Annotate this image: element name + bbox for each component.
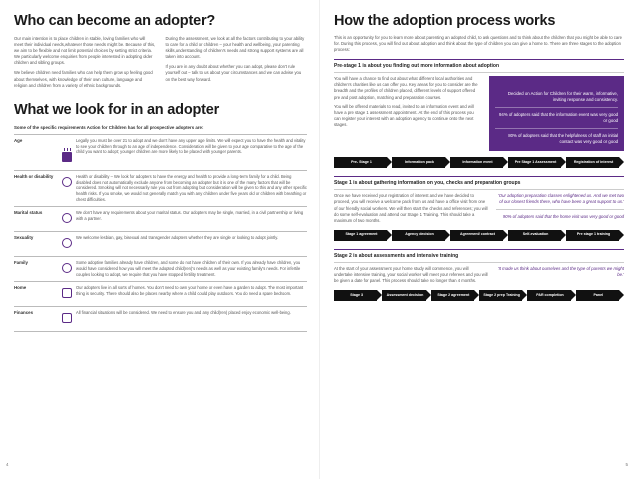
quote-text: 'Our adoption preparation classes enlightened us. And we met two of our closest friends there, who have been a great support to us.'	[497, 193, 624, 205]
rings-icon	[62, 213, 72, 223]
stage-paragraph: You will be offered materials to read, invited to an information event and will have a pre stage 1 assessment appointment. At the end of this process you can register your interest with an adoption agency to continue onto the next stages.	[334, 103, 474, 127]
flow-step: PAR completion	[527, 290, 570, 301]
family-icon	[62, 263, 72, 273]
flow-step: Pre Stage 1 Assessment	[508, 157, 561, 168]
table-row	[14, 307, 307, 332]
page-number: 4	[6, 462, 9, 467]
row-text: All financial situations will be considered. We need to ensure you and any child(ren) placed enjoy economic well-being.	[76, 307, 307, 332]
stage-quote	[496, 266, 624, 284]
health-icon	[62, 177, 72, 187]
row-text: Health or disability – We look for adopters to have the energy and health to provide a long-term family for a child. Being disabled does not automatically exclude anyone from becoming an adopter but it is one of the many factors that will be considered. Smoking will not necessarily rule you out from adopting but consideration will be given to this and any other specific health risks. If you smoke, we would not generally match you with any children under five years old or children with breathing or chest difficulties.	[76, 170, 307, 207]
row-label: Finances	[14, 307, 62, 332]
stage-flow-arrows	[334, 157, 624, 168]
row-label: Health or disability	[14, 170, 62, 207]
flow-step: Registration of interest	[566, 157, 619, 168]
stage-flow-arrows	[334, 230, 624, 241]
row-text: Legally you must be over 21 to adopt and we don't have any upper age limits. We will expect you to have the health and vitality to see your children through to an age of independence. Consideration will be given to your age comparative to the age of the child you want to adopt; younger children are more likely to be placed with younger parents.	[76, 134, 307, 170]
table-row	[14, 207, 307, 232]
stat-text: 90% of adopters said that the home visit was very good or good	[496, 209, 624, 220]
stage-2	[334, 249, 624, 301]
money-icon	[62, 313, 72, 323]
table-row	[14, 257, 307, 282]
process-intro: This is an opportunity for you to learn more about parenting an adopted child, to ask questions and to think about the children that you might be able to care for. During this process, you will find out about adoption and think about the type of children you can give a home to. There are three stages to the adoption process:	[334, 34, 622, 53]
stage-title: Stage 2 is about assessments and intensive training	[334, 250, 624, 263]
page-title-adoption-process: How the adoption process works	[334, 13, 556, 29]
flow-step: Stage 2 agreement	[431, 290, 474, 301]
stage-paragraph: At the start of your assessment your home study will commence, you will undertake intensive training, your social worker will meet your referees and you will be given a date for panel. This process should take no longer than 4 months.	[334, 265, 488, 283]
flow-step: Information pack	[392, 157, 445, 168]
stage-title: Pre-stage 1 is about you finding out more information about adoption	[334, 60, 624, 73]
house-icon	[62, 288, 72, 298]
stage-title: Stage 1 is about gathering information on you, checks and preparation groups	[334, 177, 624, 190]
flow-step: Self-evaluation	[508, 230, 561, 241]
row-label: Sexuality	[14, 232, 62, 257]
intro-paragraph: If you are in any doubt about whether you can adopt, please don't rule yourself out – talk to us about your circumstances and we can advise you on the best way forward.	[165, 64, 302, 82]
intro-paragraph: We believe children need families who can help them grow up feeling good about themselves, with knowledge of their own culture, language and religion and children from a variety of ethnic backgrounds.	[14, 70, 153, 88]
flow-step: Agency decision	[392, 230, 445, 241]
intro-paragraph: During the assessment, we look at all the factors contributing to your ability to care for a child or children – your health and wellbeing, your parenting skills,understanding of children's needs and strong support systems are all taken into account.	[165, 35, 305, 60]
quote-text: 'It made us think about ourselves and the type of parents we might be.'	[497, 265, 624, 277]
intro-column-1	[14, 36, 156, 89]
flow-step: Assessment decision	[382, 290, 425, 301]
stage-paragraph: Once we have received your registration of interest and we have decided to proceed, you will receive a welcome pack from us and have a office visit from one of our friendly social workers. We will then start the checks and references; you will do some self-evaluation and attend our Stage 1 Training. This should take a maximum of two months.	[334, 193, 488, 223]
table-row	[14, 170, 307, 207]
row-label: Home	[14, 282, 62, 307]
stage-paragraph: You will have a chance to find out about what different local authorities and children's charities like us can offer you. Key areas for you to consider are the breadth and the profiles of children placed, different levels of support offered pre and post adoption, matching and preparation courses.	[334, 76, 478, 100]
section-title-what-we-look-for: What we look for in an adopter	[14, 101, 220, 118]
intro-column-2	[166, 36, 308, 89]
flow-step: Agreement/ contract	[450, 230, 503, 241]
stage-quote	[496, 193, 624, 223]
flow-step: Pre stage 1 training	[566, 230, 619, 241]
requirements-table	[14, 134, 307, 333]
stage-quote-box	[489, 76, 624, 151]
flow-step: Panel	[576, 290, 619, 301]
row-text: We welcome lesbian, gay, bisexual and transgender adopters whether they are single or looking to adopt jointly.	[76, 232, 307, 257]
table-row	[14, 282, 307, 307]
stat-text: 94% of adopters said that the information event was very good or good	[495, 107, 618, 124]
row-text: Our adopters live in all sorts of homes. You don't need to own your home or even have a garden to adopt. The most important thing is security. There should also be places nearby where a child could play outdoors. You do need a spare bedroom.	[76, 282, 307, 307]
flow-step: Information event	[450, 157, 503, 168]
heart-icon	[62, 238, 72, 248]
right-page	[319, 0, 638, 479]
requirements-subhead: Some of the specific requirements Action for Children has for all prospective adopters are:	[14, 124, 204, 130]
table-row	[14, 134, 307, 170]
table-row	[14, 232, 307, 257]
stage-pre-1	[334, 59, 624, 168]
intro-paragraph: Our main intention is to place children in stable, loving families who will meet their individual needs,whatever those needs might be. Because of this, we aim to be flexible and not limit potential choices by setting strict criteria. We particularly welcome enquiries from people interested in adopting older children and sibling groups.	[14, 35, 156, 66]
flow-step: Stage 1 agreement	[334, 230, 387, 241]
row-label: Family	[14, 257, 62, 282]
intro-columns	[14, 36, 307, 89]
row-text: Some adoptive families already have children, and some do not have children of their own. If you already have children, you would have considered how you will meet the adopted child(ren)'s needs as well as your existing family's needs. For infertile couples looking to adopt, we require that you have stopped fertility treatment.	[76, 257, 307, 282]
quote-text: Decided on Action for Children for their warm, informative, inviting response and consistency.	[507, 91, 618, 103]
row-text: We don't have any requirements about your marital status. Our adopters may be single, married, in a civil partnership or living with a partner.	[76, 207, 307, 232]
row-label: Marital status	[14, 207, 62, 232]
flow-step: Stage 2 prep Training	[479, 290, 522, 301]
page-number: 5	[625, 462, 628, 467]
flow-step: Pre- Stage 1	[334, 157, 387, 168]
stat-text: 80% of adopters said that the helpfulness of staff an initial contact was very good or good	[495, 128, 618, 145]
stage-1	[334, 176, 624, 240]
stage-flow-arrows	[334, 290, 624, 301]
birthday-cake-icon	[62, 152, 72, 162]
flow-step: Stage 3	[334, 290, 377, 301]
page-title-who-can-adopt: Who can become an adopter?	[14, 13, 216, 29]
row-label: Age	[14, 134, 62, 170]
